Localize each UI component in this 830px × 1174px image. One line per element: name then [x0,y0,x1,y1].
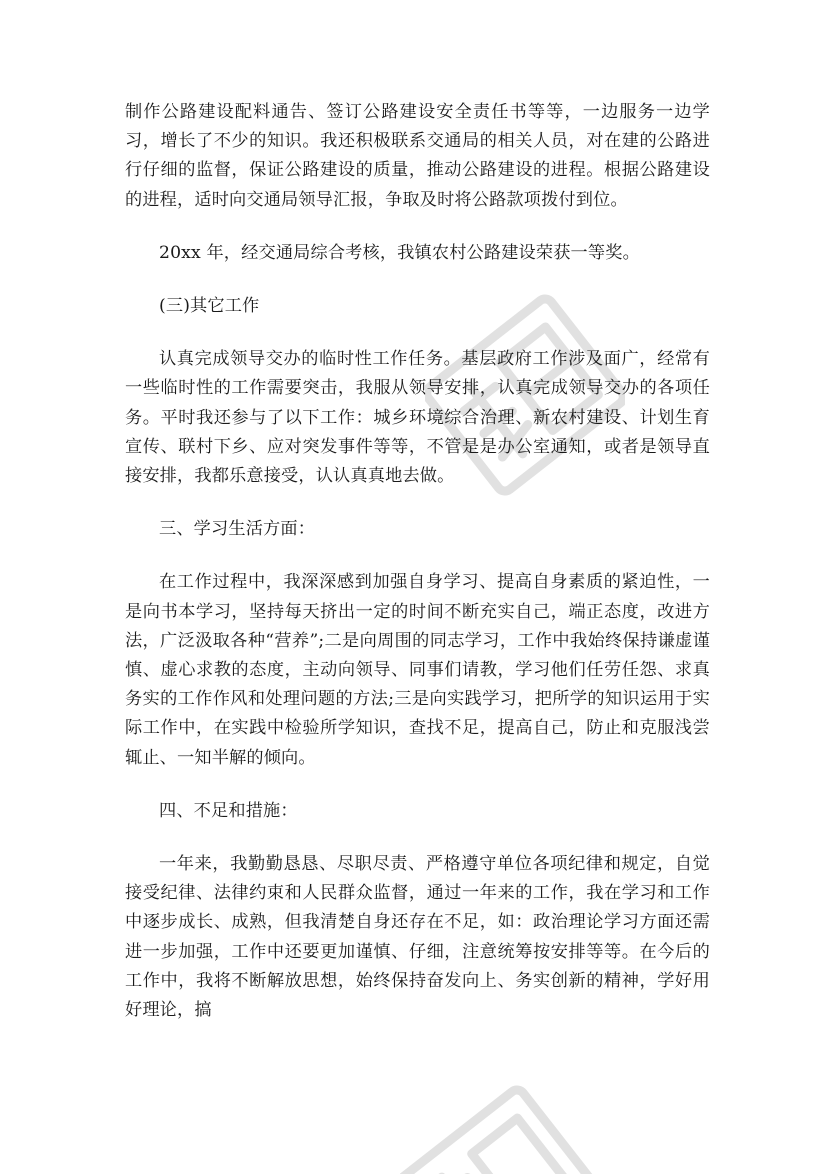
document-body [125,98,710,1025]
heading-study-life: 三、学习生活方面： [159,519,316,540]
paragraph-shortcomings: 一年来，我勤勤恳恳、尽职尽责、严格遵守单位各项纪律和规定，自觉接受纪律、法律约束和人民群众监督，通过一年来的工作，我在学习和工作中逐步成长、成熟，但我清楚自身还存在不足，如：政治理论学习方面还需进一步加强，工作中还要更加谨慎、仔细，注意统筹按安排等等。在今后的工作中，我将不断解放思想，始终保持奋发向上、务实创新的精神，学好用好理论，搞 [125,854,710,1021]
watermark-stamp-icon [400,1080,600,1174]
heading-other-work: (三)其它工作 [159,296,260,317]
paragraph-award: 20xx 年，经交通局综合考核，我镇农村公路建设荣获一等奖。 [159,242,640,263]
paragraph-road-construction: 制作公路建设配料通告、签订公路建设安全责任书等等，一边服务一边学习，增长了不少的知识。我还积极联系交通局的相关人员，对在建的公路进行仔细的监督，保证公路建设的质量，推动公路建设的进程。根据公路建设的进程，适时向交通局领导汇报，争取及时将公路款项拨付到位。 [125,102,710,210]
paragraph-study-life: 在工作过程中，我深深感到加强自身学习、提高自身素质的紧迫性，一是向书本学习，坚持每天挤出一定的时间不断充实自己，端正态度，改进方法，广泛汲取各种“营养”;二是向周围的同志学习，工作中我始终保持谦虚谨慎、虚心求教的态度，主动向领导、同事们请教，学习他们任劳任怨、求真务实的工作作风和处理问题的方法;三是向实践学习，把所学的知识运用于实际工作中，在实践中检验所学知识，查找不足，提高自己，防止和克服浅尝辄止、一知半解的倾向。 [125,572,710,768]
paragraph-other-work: 认真完成领导交办的临时性工作任务。基层政府工作涉及面广，经常有一些临时性的工作需要突击，我服从领导安排，认真完成领导交办的各项任务。平时我还参与了以下工作：城乡环境综合治理、新农村建设、计划生育宣传、联村下乡、应对突发事件等等，不管是是办公室通知，或者是领导直接安排，我都乐意接受，认认真真地去做。 [125,349,710,487]
heading-shortcomings: 四、不足和措施： [159,800,298,821]
